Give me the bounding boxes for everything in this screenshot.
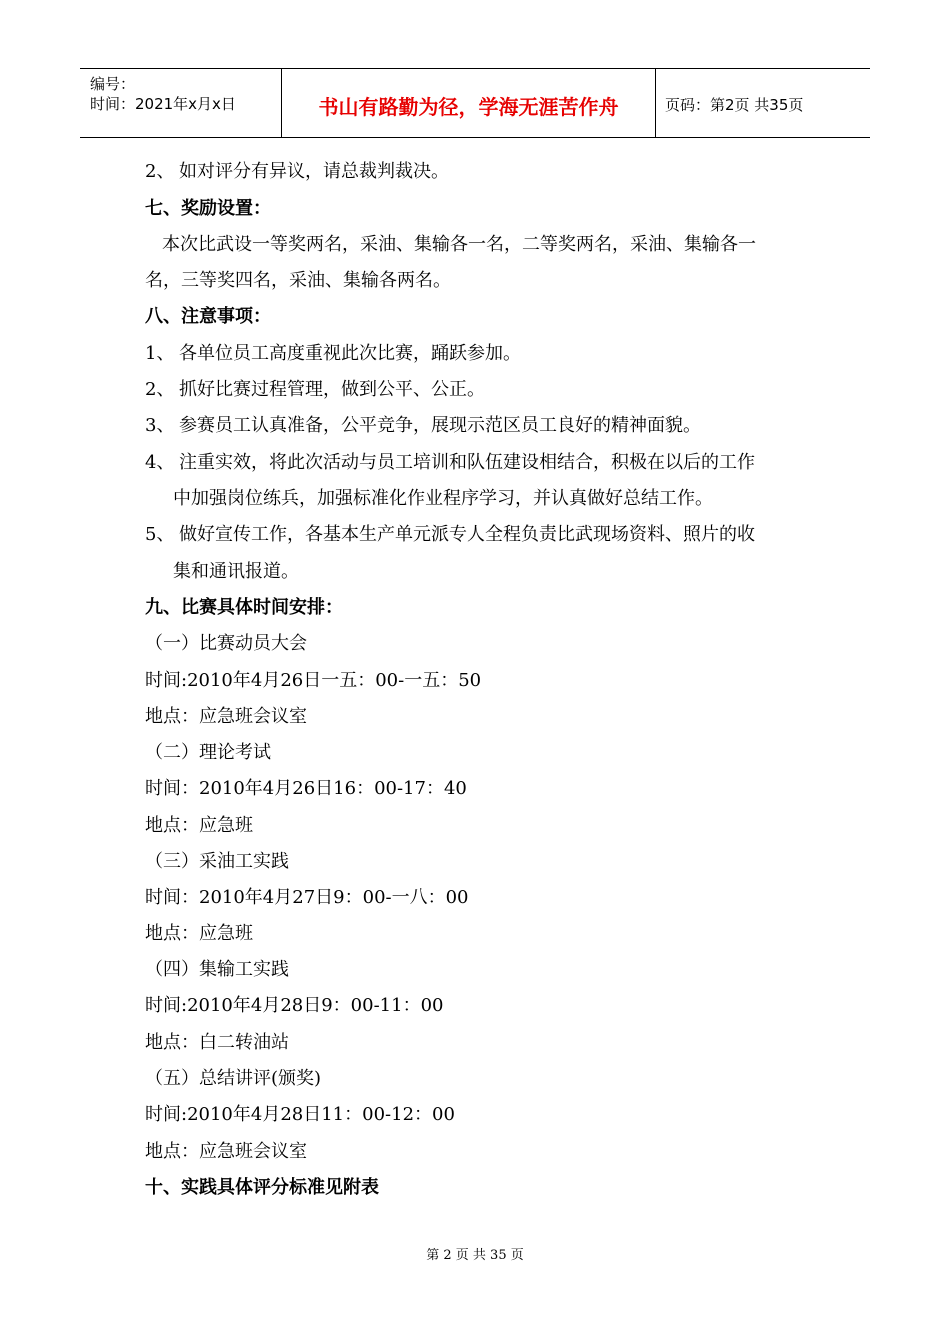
list-item bbox=[145, 342, 521, 366]
section-heading-8: 八、注意事项： bbox=[145, 306, 271, 327]
item-number: 5、 bbox=[145, 524, 175, 545]
schedule-place: 地点：应急班会议室 bbox=[145, 1141, 307, 1162]
item-number: 3、 bbox=[145, 415, 175, 436]
header-motto-cell bbox=[281, 69, 656, 137]
schedule-title: （二）理论考试 bbox=[145, 742, 271, 763]
schedule-place: 地点：应急班 bbox=[145, 923, 253, 944]
list-item bbox=[145, 378, 485, 402]
list-item-continuation: 集和通讯报道。 bbox=[173, 561, 299, 582]
schedule-place: 地点：白二转油站 bbox=[145, 1032, 289, 1053]
item-text: 各单位员工高度重视此次比赛，踊跃参加。 bbox=[179, 343, 521, 364]
motto: 书山有路勤为径，学海无涯苦作舟 bbox=[318, 95, 619, 119]
page-footer: 第 2 页 共 35 页 bbox=[426, 1248, 524, 1263]
item-number: 2、 bbox=[145, 379, 175, 400]
item-text: 抓好比赛过程管理，做到公平、公正。 bbox=[179, 379, 485, 400]
list-item bbox=[145, 414, 701, 438]
item-text: 参赛员工认真准备，公平竞争，展现示范区员工良好的精神面貌。 bbox=[179, 415, 701, 436]
item-number: 2、 bbox=[145, 161, 175, 182]
list-item bbox=[145, 160, 449, 184]
schedule-time: 时间：2010年4月27日9：00-一八：00 bbox=[145, 887, 469, 908]
schedule-title: （五）总结讲评(颁奖) bbox=[145, 1068, 322, 1089]
schedule-time: 时间:2010年4月28日11：00-12：00 bbox=[145, 1104, 455, 1125]
serial-label: 编号： bbox=[90, 75, 136, 93]
schedule-place: 地点：应急班会议室 bbox=[145, 706, 307, 727]
item-number: 4、 bbox=[145, 452, 175, 473]
schedule-title: （一）比赛动员大会 bbox=[145, 633, 307, 654]
section-heading-10: 十、实践具体评分标准见附表 bbox=[145, 1177, 379, 1198]
list-item-continuation: 中加强岗位练兵，加强标准化作业程序学习，并认真做好总结工作。 bbox=[173, 488, 713, 509]
paragraph-line: 本次比武设一等奖两名，采油、集输各一名，二等奖两名，采油、集输各一 bbox=[162, 234, 756, 255]
schedule-time: 时间：2010年4月26日16：00-17：40 bbox=[145, 778, 467, 799]
item-text: 做好宣传工作，各基本生产单元派专人全程负责比武现场资料、照片的收 bbox=[179, 524, 755, 545]
schedule-place: 地点：应急班 bbox=[145, 815, 253, 836]
section-heading-7: 七、奖励设置： bbox=[145, 198, 271, 219]
header-left-cell bbox=[80, 69, 280, 137]
header-right-cell bbox=[655, 69, 870, 137]
schedule-time: 时间:2010年4月28日9：00-11：00 bbox=[145, 995, 444, 1016]
schedule-title: （四）集输工实践 bbox=[145, 959, 289, 980]
item-text: 注重实效，将此次活动与员工培训和队伍建设相结合，积极在以后的工作 bbox=[179, 452, 755, 473]
date-line: 时间：2021年x月x日 bbox=[90, 95, 236, 113]
section-heading-9: 九、比赛具体时间安排： bbox=[145, 597, 343, 618]
list-item bbox=[145, 451, 755, 475]
item-text: 如对评分有异议，请总裁判裁决。 bbox=[179, 161, 449, 182]
page-info: 页码：第2页 共35页 bbox=[665, 96, 804, 114]
paragraph-line: 名，三等奖四名，采油、集输各两名。 bbox=[145, 270, 451, 291]
list-item bbox=[145, 523, 755, 547]
schedule-title: （三）采油工实践 bbox=[145, 851, 289, 872]
schedule-time: 时间:2010年4月26日一五：00-一五：50 bbox=[145, 670, 482, 691]
page-header bbox=[80, 68, 870, 138]
item-number: 1、 bbox=[145, 343, 175, 364]
